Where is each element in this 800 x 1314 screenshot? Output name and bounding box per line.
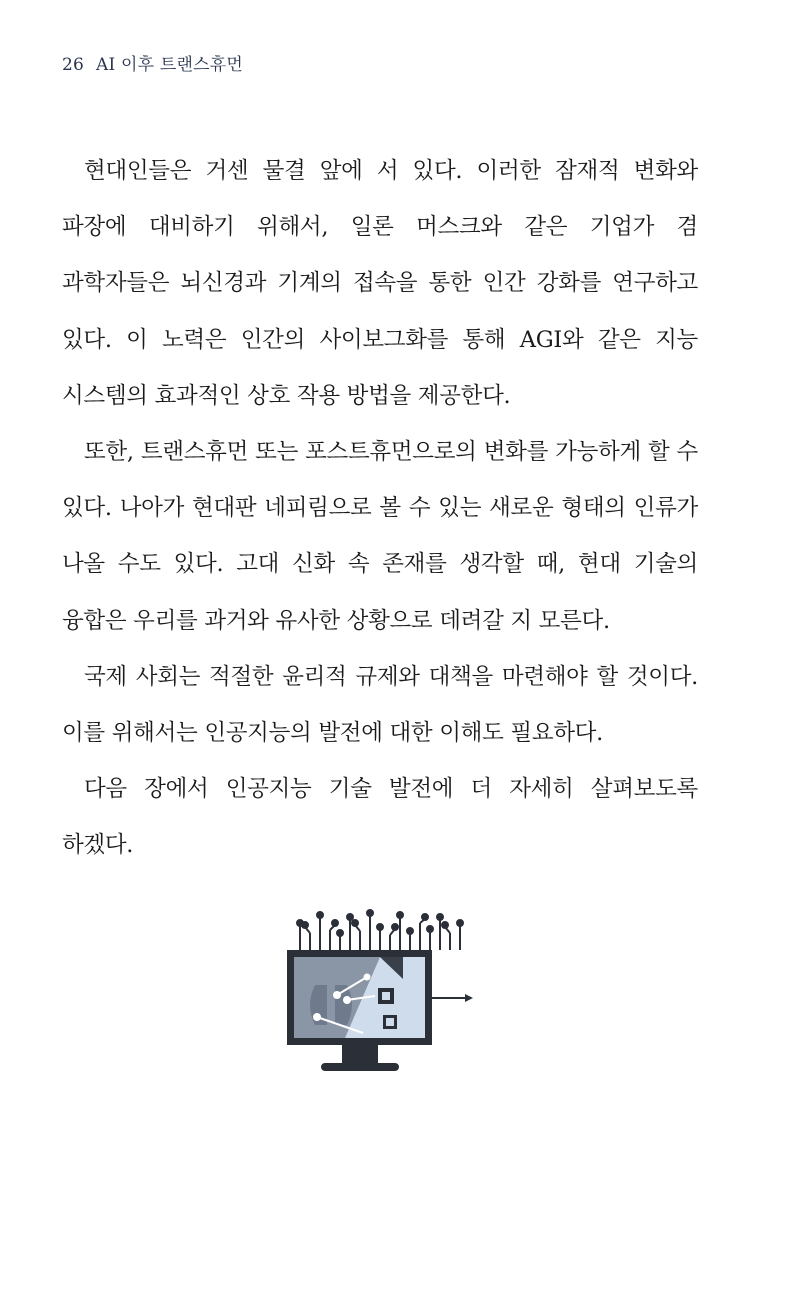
paragraph-3: 국제 사회는 적절한 윤리적 규제와 대책을 마련해야 할 것이다. 이를 위해서는 인공지능의 발전에 대한 이해도 필요하다.	[62, 663, 698, 747]
monitor-base	[321, 1063, 399, 1071]
monitor-stand	[342, 1045, 378, 1063]
page-number: 26	[62, 55, 85, 75]
body-text	[62, 143, 698, 874]
running-header	[62, 50, 243, 75]
paragraph-1: 현대인들은 거센 물결 앞에 서 있다. 이러한 잠재적 변화와 파장에 대비하기 위해서, 일론 머스크와 같은 기업가 겸 과학자들은 뇌신경과 기계의 접속을 통한 인간 강화를 연구하고 있다. 이 노력은 인간의 사이보그화를 통해 AGI와 같은 지능 시스템의 효과적인 상호 작용 방법을 제공한다.	[62, 158, 698, 409]
book-title: AI 이후 트랜스휴먼	[96, 55, 244, 75]
paragraph-4: 다음 장에서 인공지능 기술 발전에 더 자세히 살펴보도록 하겠다.	[62, 776, 698, 859]
paragraph-2: 또한, 트랜스휴먼 또는 포스트휴먼으로의 변화를 가능하게 할 수 있다. 나아가 현대판 네피림으로 볼 수 있는 새로운 형태의 인류가 나올 수도 있다. 고대 신화 속 존재를 생각할 때, 현대 기술의 융합은 우리를 과거와 유사한 상황으로 데려갈 지 모른다.	[62, 439, 698, 634]
circuit-wires	[297, 910, 463, 950]
ai-monitor-illustration	[285, 905, 475, 1075]
ai-monitor-circuit-icon	[285, 905, 475, 1075]
